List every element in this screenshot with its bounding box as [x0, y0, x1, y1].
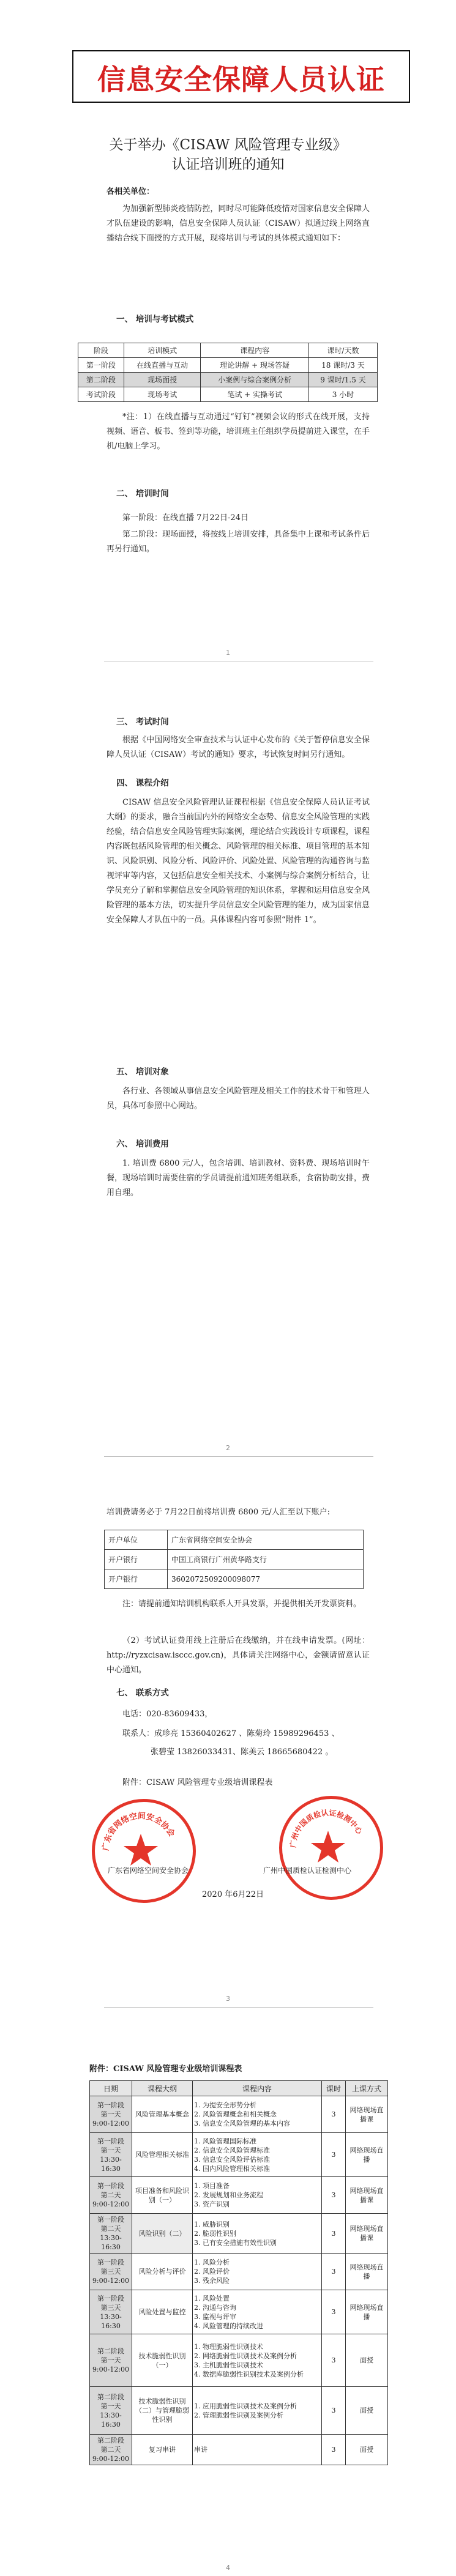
- delivery-mode-cell: 网络现场直播: [346, 2290, 388, 2334]
- contact-phone: 电话：020-83609433，: [122, 1710, 213, 1719]
- outline-cell: 风险识别（二）: [132, 2214, 193, 2254]
- mode-cell: 现场考试: [124, 387, 201, 402]
- table-row: [90, 2290, 388, 2334]
- hours-cell: 3 小时: [308, 387, 377, 402]
- table-row: [105, 1569, 364, 1589]
- content-cell: 笔试 + 实操考试: [201, 387, 308, 402]
- table-row: [78, 358, 378, 373]
- delivery-mode-cell: 网络现场直播: [346, 2133, 388, 2177]
- bank-value-cell: 3602072509200098077: [168, 1569, 364, 1589]
- course-schedule-table: [89, 2080, 388, 2465]
- training-note: *注：1）在线直播与互动通过“钉钉”视频会议的形式在线开展，支持视频、语音、板书、签到等功能，培训班主任组织学员提前进入课堂，在手机/电脑上学习。: [107, 412, 370, 451]
- stage-cell: 第一阶段: [78, 358, 124, 373]
- content-item: 3. 监视与评审: [194, 2312, 236, 2321]
- banner-title: 信息安全保障人员认证: [97, 63, 385, 96]
- table-row: [90, 2254, 388, 2290]
- content-item: 1. 风险处置: [194, 2294, 230, 2302]
- content-item: 2. 风险管理概念和相关概念: [194, 2110, 277, 2118]
- section-contact: 七、 联系方式: [116, 1688, 169, 1698]
- issuer-association: 广东省网络空间安全协会: [108, 1866, 189, 1875]
- table-header-row: [90, 2081, 388, 2096]
- content-cell: [193, 2290, 322, 2334]
- content-cell: [193, 2214, 322, 2254]
- delivery-mode-cell: 网络现场直播课: [346, 2096, 388, 2133]
- content-item: 3. 资产识别: [194, 2200, 230, 2208]
- contact-persons-line1: 联系人：成珍亮 15360402627 、陈菊玲 15989296453 、: [122, 1729, 340, 1738]
- table-header-row: [78, 343, 378, 358]
- content-cell: [193, 2133, 322, 2177]
- table-header-cell: 课程内容: [193, 2081, 322, 2096]
- date-cell: 第二阶段 第一天 13:30-16:30: [90, 2387, 132, 2435]
- outline-cell: 风险管理基本概念: [132, 2096, 193, 2133]
- exam-fee-paragraph: （2）考试认证费用线上注册后在线缴纳，并在线申请发票。(网址：http://ryzxcisaw.isccc.gov.cn)，具体请关注网络中心，金额请留意认证中心通知。: [107, 1636, 370, 1675]
- outline-cell: 项目准备和风险识别（一）: [132, 2177, 193, 2214]
- official-seal-center: [279, 1796, 383, 1900]
- training-time-stage1: 第一阶段：在线直播 7月22日-24日: [122, 513, 249, 523]
- date-cell: 第二阶段 第二天 9:00-12:00: [90, 2435, 132, 2465]
- hours-cell: 3: [322, 2334, 346, 2387]
- content-cell: [193, 2435, 322, 2465]
- table-row: [90, 2133, 388, 2177]
- intro-paragraph: 为加强新型肺炎疫情防控，同时尽可能降低疫情对国家信息安全保障人才队伍建设的影响，信息安全保障人员认证（CISAW）拟通过线上网络直播结合线下面授的方式开展，现将培训与考试的具体模式通知如下：: [107, 204, 370, 243]
- mode-cell: 现场面授: [124, 373, 201, 387]
- page-number: 1: [226, 649, 230, 657]
- hours-cell: 3: [322, 2133, 346, 2177]
- bank-label-cell: 开户银行: [105, 1569, 168, 1589]
- stage-cell: 第二阶段: [78, 373, 124, 387]
- target-audience-paragraph: 各行业、各领域从事信息安全风险管理及相关工作的技术骨干和管理人员，具体可参照中心网站。: [107, 1087, 370, 1111]
- table-row: [90, 2177, 388, 2214]
- schedule-body: [90, 2096, 388, 2465]
- table-row: [90, 2387, 388, 2435]
- mode-cell: 在线直播与互动: [124, 358, 201, 373]
- fee-invoice-note: 注：请提前通知培训机构联系人开具发票，并提供相关开发票资料。: [122, 1599, 362, 1609]
- section-course-intro: 四、 课程介绍: [116, 778, 169, 788]
- content-item: 2. 发展规划和业务流程: [194, 2191, 263, 2199]
- course-intro-paragraph: CISAW 信息安全风险管理认证课程根据《信息安全保障人员认证考试大纲》的要求，融合当前国内外的网络安全态势、信息安全风险管理的实践经验，结合信息安全风险管理实际案例，理论结合实践设计专项课程，课程内容既包括风险管理的相关概念、风险管理的相关标准、项目管理的基本知识、风险识别、风险分析、风险评价、风险处置、风险管理的沟通咨询与监视评审等内容，又包括信息安全相关技术、小案例与综合案例分析结合，让学员充分了解和掌握信息安全风险管理的知识体系，掌握和运用信息安全风险管理的基本方法，切实提升学员信息安全风险管理的能力，成为国家信息安全保障人才队伍中的一员。具体课程内容可参照“附件 1”。: [107, 798, 370, 925]
- page-divider: [104, 2007, 373, 2008]
- hours-cell: 18 课时/3 天: [308, 358, 377, 373]
- bank-value-cell: 中国工商银行广州黄华路支行: [168, 1550, 364, 1569]
- content-item: 1. 为提安全形势分析: [194, 2101, 256, 2109]
- section-exam-time: 三、 考试时间: [116, 717, 169, 727]
- content-item: 1. 风险管理国际标准: [194, 2137, 256, 2145]
- date-cell: 第一阶段 第二天 9:00-12:00: [90, 2177, 132, 2214]
- page-number: 4: [226, 2564, 230, 2572]
- bank-label-cell: 开户单位: [105, 1530, 168, 1550]
- table-row: [90, 2096, 388, 2133]
- outline-cell: 风险分析与评价: [132, 2254, 193, 2290]
- seal-text: 广州中国质检认证检测中心: [288, 1808, 364, 1848]
- table-row: [90, 2435, 388, 2465]
- date-cell: 第一阶段 第一天 9:00-12:00: [90, 2096, 132, 2133]
- content-item: 串讲: [194, 2446, 207, 2454]
- schedule-title: 附件：CISAW 风险管理专业级培训课程表: [89, 2064, 242, 2074]
- stage-cell: 考试阶段: [78, 387, 124, 402]
- hours-cell: 3: [322, 2387, 346, 2435]
- content-item: 3. 信息安全风险管理的基本内容: [194, 2120, 290, 2127]
- delivery-mode-cell: 网络现场直播课: [346, 2177, 388, 2214]
- hours-cell: 3: [322, 2435, 346, 2465]
- table-row: [90, 2214, 388, 2254]
- section-training-mode: 一、 培训与考试模式: [116, 315, 194, 324]
- hours-cell: 3: [322, 2177, 346, 2214]
- content-cell: [193, 2254, 322, 2290]
- issue-date: 2020 年6月22日: [202, 1890, 264, 1899]
- content-cell: [193, 2096, 322, 2133]
- date-cell: 第一阶段 第二天 13:30-16:30: [90, 2214, 132, 2254]
- date-cell: 第一阶段 第三天 13:30-16:30: [90, 2290, 132, 2334]
- exam-time-paragraph: 根据《中国网络安全审查技术与认证中心发布的《关于暂停信息安全保障人员认证（CISAW）考试的通知》要求，考试恢复时间另行通知。: [107, 735, 370, 759]
- content-cell: [193, 2177, 322, 2214]
- contact-persons-line2: 张碧莹 13826033431、陈美云 18665680422 。: [151, 1748, 334, 1757]
- content-item: 1. 威胁识别: [194, 2220, 230, 2228]
- content-item: 1. 项目准备: [194, 2182, 230, 2190]
- table-row: [90, 2334, 388, 2387]
- training-time-stage2: 第二阶段：现场面授，将按线上培训安排，具备集中上课和考试条件后再另行通知。: [107, 530, 370, 554]
- outline-cell: 风险处置与监控: [132, 2290, 193, 2334]
- section-target-audience: 五、 培训对象: [116, 1067, 169, 1077]
- official-seal-association: [92, 1799, 196, 1903]
- content-cell: [193, 2387, 322, 2435]
- outline-cell: 复习串讲: [132, 2435, 193, 2465]
- notice-title-line2: 认证培训班的通知: [171, 157, 285, 173]
- content-item: 1. 物理脆弱性识别技术: [194, 2342, 263, 2351]
- hours-cell: 3: [322, 2214, 346, 2254]
- table-row: [105, 1530, 364, 1550]
- content-cell: [193, 2334, 322, 2387]
- delivery-mode-cell: 网络现场直播课: [346, 2214, 388, 2254]
- attachment-line: 附件：CISAW 风险管理专业级培训课程表: [122, 1778, 273, 1787]
- content-item: 4. 国内风险管理相关标准: [194, 2164, 270, 2173]
- bank-account-table: [104, 1530, 364, 1589]
- table-header-cell: 日期: [90, 2081, 132, 2096]
- certification-banner: [72, 50, 410, 103]
- page-divider: [104, 1456, 373, 1457]
- training-fee-paragraph: 1. 培训费 6800 元/人，包含培训、培训教材、资料费、现场培训时午餐，现场培训时需要住宿的学员请提前通知班务组联系，食宿协助安排，费用自理。: [107, 1159, 370, 1197]
- outline-cell: 技术脆弱性识别（一）: [132, 2334, 193, 2387]
- page-number: 3: [226, 1995, 230, 2003]
- fee-deadline-text: 培训费请务必于 7月22日前将培训费 6800 元/人汇至以下账户:: [107, 1508, 331, 1517]
- content-item: 2. 沟通与咨询: [194, 2303, 236, 2312]
- table-header-cell: 课时/天数: [308, 343, 377, 358]
- training-mode-table: [78, 343, 378, 402]
- section-training-time: 二、 培训时间: [116, 489, 169, 499]
- delivery-mode-cell: 面授: [346, 2387, 388, 2435]
- content-cell: 理论讲解 + 现场答疑: [201, 358, 308, 373]
- content-item: 2. 风险评价: [194, 2268, 230, 2276]
- content-item: 3. 已有安全措施有效性识别: [194, 2238, 277, 2247]
- content-item: 2. 网络脆弱性识别技术及案例分析: [194, 2351, 297, 2360]
- notice-title-line1: 关于举办《CISAW 风险管理专业级》: [109, 137, 347, 153]
- outline-cell: 风险管理相关标准: [132, 2133, 193, 2177]
- hours-cell: 3: [322, 2290, 346, 2334]
- delivery-mode-cell: 面授: [346, 2435, 388, 2465]
- content-item: 3. 主机脆弱性识别技术: [194, 2361, 263, 2369]
- table-header-cell: 阶段: [78, 343, 124, 358]
- table-row: [105, 1550, 364, 1569]
- content-cell: 小案例与综合案例分析: [201, 373, 308, 387]
- content-item: 2. 信息安全风险管理标准: [194, 2146, 270, 2154]
- table-header-cell: 培训模式: [124, 343, 201, 358]
- outline-cell: 技术脆弱性识别（二）与管理脆弱性识别: [132, 2387, 193, 2435]
- table-row: [78, 387, 378, 402]
- page-number: 2: [226, 1444, 230, 1452]
- content-item: 4. 数据库脆弱性识别技术及案例分析: [194, 2370, 304, 2378]
- hours-cell: 3: [322, 2096, 346, 2133]
- table-header-cell: 上课方式: [346, 2081, 388, 2096]
- content-item: 2. 管理脆弱性识别及案例分析: [194, 2411, 283, 2419]
- hours-cell: 3: [322, 2254, 346, 2290]
- content-item: 4. 风险管理的持续改进: [194, 2321, 263, 2330]
- content-item: 2. 脆弱性识别: [194, 2229, 236, 2238]
- delivery-mode-cell: 面授: [346, 2334, 388, 2387]
- issuer-center: 广州中国质检认证检测中心: [263, 1866, 352, 1875]
- content-item: 1. 风险分析: [194, 2258, 230, 2266]
- content-item: 1. 应用脆弱性识别技术及案例分析: [194, 2402, 297, 2410]
- content-item: 3. 信息安全风险评估标准: [194, 2155, 270, 2164]
- bank-label-cell: 开户银行: [105, 1550, 168, 1569]
- date-cell: 第二阶段 第一天 9:00-12:00: [90, 2334, 132, 2387]
- bank-value-cell: 广东省网络空间安全协会: [168, 1530, 364, 1550]
- table-header-cell: 课程大纲: [132, 2081, 193, 2096]
- section-training-fee: 六、 培训费用: [116, 1139, 169, 1149]
- table-header-cell: 课程内容: [201, 343, 308, 358]
- delivery-mode-cell: 网络现场直播: [346, 2254, 388, 2290]
- table-row: [78, 373, 378, 387]
- content-item: 3. 残余风险: [194, 2277, 230, 2285]
- hours-cell: 9 课时/1.5 天: [308, 373, 377, 387]
- date-cell: 第一阶段 第三天 9:00-12:00: [90, 2254, 132, 2290]
- date-cell: 第一阶段 第一天 13:30-16:30: [90, 2133, 132, 2177]
- seal-text: 广东省网络空间安全协会: [101, 1811, 176, 1852]
- table-header-cell: 课时: [322, 2081, 346, 2096]
- salutation: 各相关单位：: [107, 187, 155, 196]
